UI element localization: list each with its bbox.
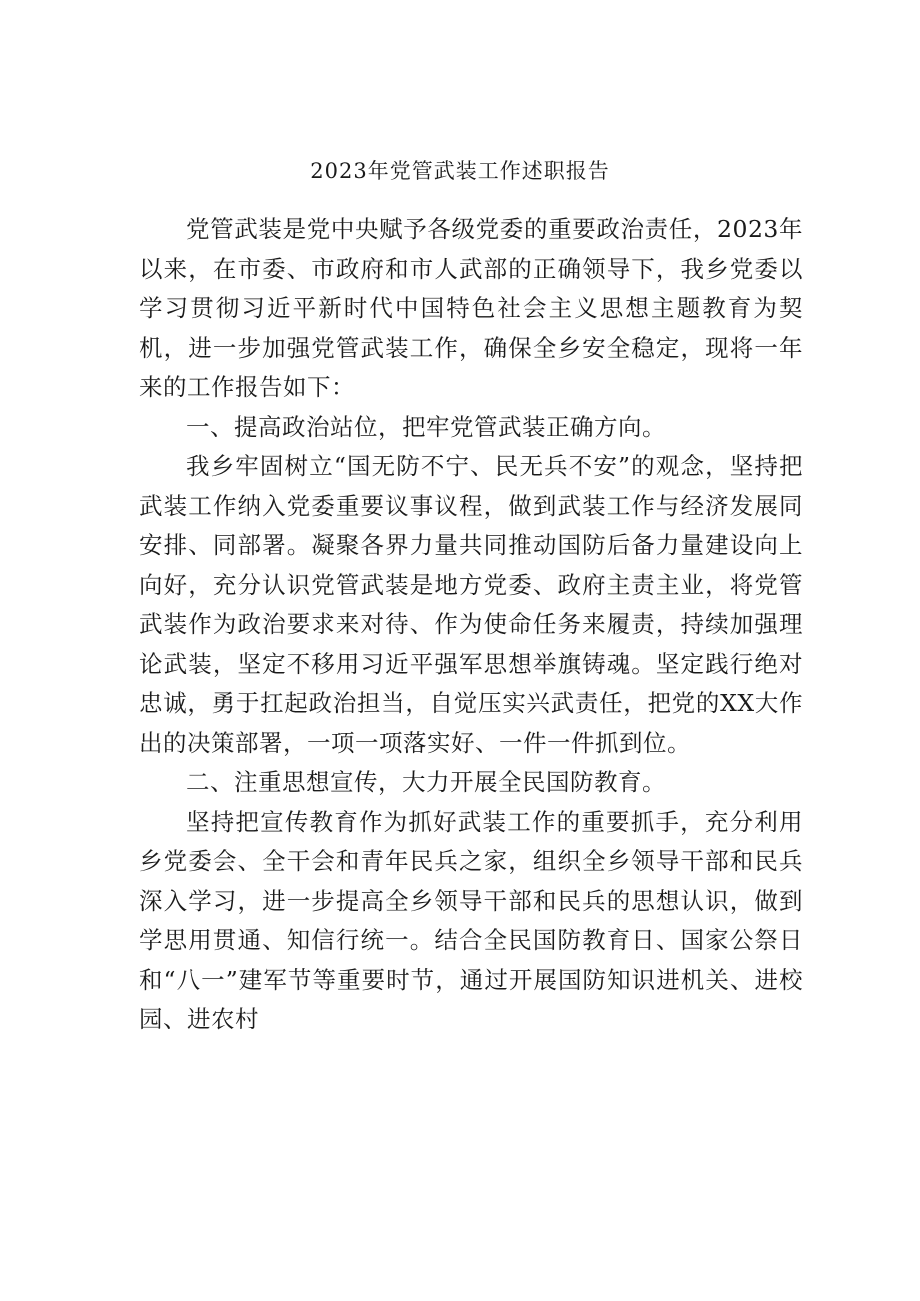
paragraph-section-1: 我乡牢固树立“国无防不宁、民无兵不安”的观念，坚持把武装工作纳入党委重要议事议程，做到武装工作与经济发展同安排、同部署。凝聚各界力量共同推动国防后备力量建设向上向好，充分认识党管武装是地方党委、政府主责主业，将党管武装作为政治要求来对待、作为使命任务来履责，持续加强理论武装，坚定不移用习近平强军思想举旗铸魂。坚定践行绝对忠诚，勇于扛起政治担当，自觉压实兴武责任，把党的XX大作出的决策部署，一项一项落实好、一件一件抓到位。: [139, 452, 803, 757]
document-title: 2023年党管武装工作述职报告: [310, 159, 610, 183]
document-body: [139, 210, 803, 1040]
paragraph-intro: 党管武装是党中央赋予各级党委的重要政治责任，2023年以来，在市委、市政府和市人武部的正确领导下，我乡党委以学习贯彻习近平新时代中国特色社会主义思想主题教育为契机，进一步加强党管武装工作，确保全乡安全稳定，现将一年来的工作报告如下：: [139, 215, 803, 401]
section-heading-1: 一、提高政治站位，把牢党管武装正确方向。: [186, 412, 666, 441]
section-heading-2: 二、注重思想宣传，大力开展全民国防教育。: [186, 768, 666, 796]
paragraph-section-2: 坚持把宣传教育作为抓好武装工作的重要抓手，充分利用乡党委会、全干会和青年民兵之家，组织全乡领导干部和民兵深入学习，进一步提高全乡领导干部和民兵的思想认识，做到学思用贯通、知信行统一。结合全民国防教育日、国家公祭日和“八一”建军节等重要时节，通过开展国防知识进机关、进校园、进农村: [139, 807, 803, 1033]
